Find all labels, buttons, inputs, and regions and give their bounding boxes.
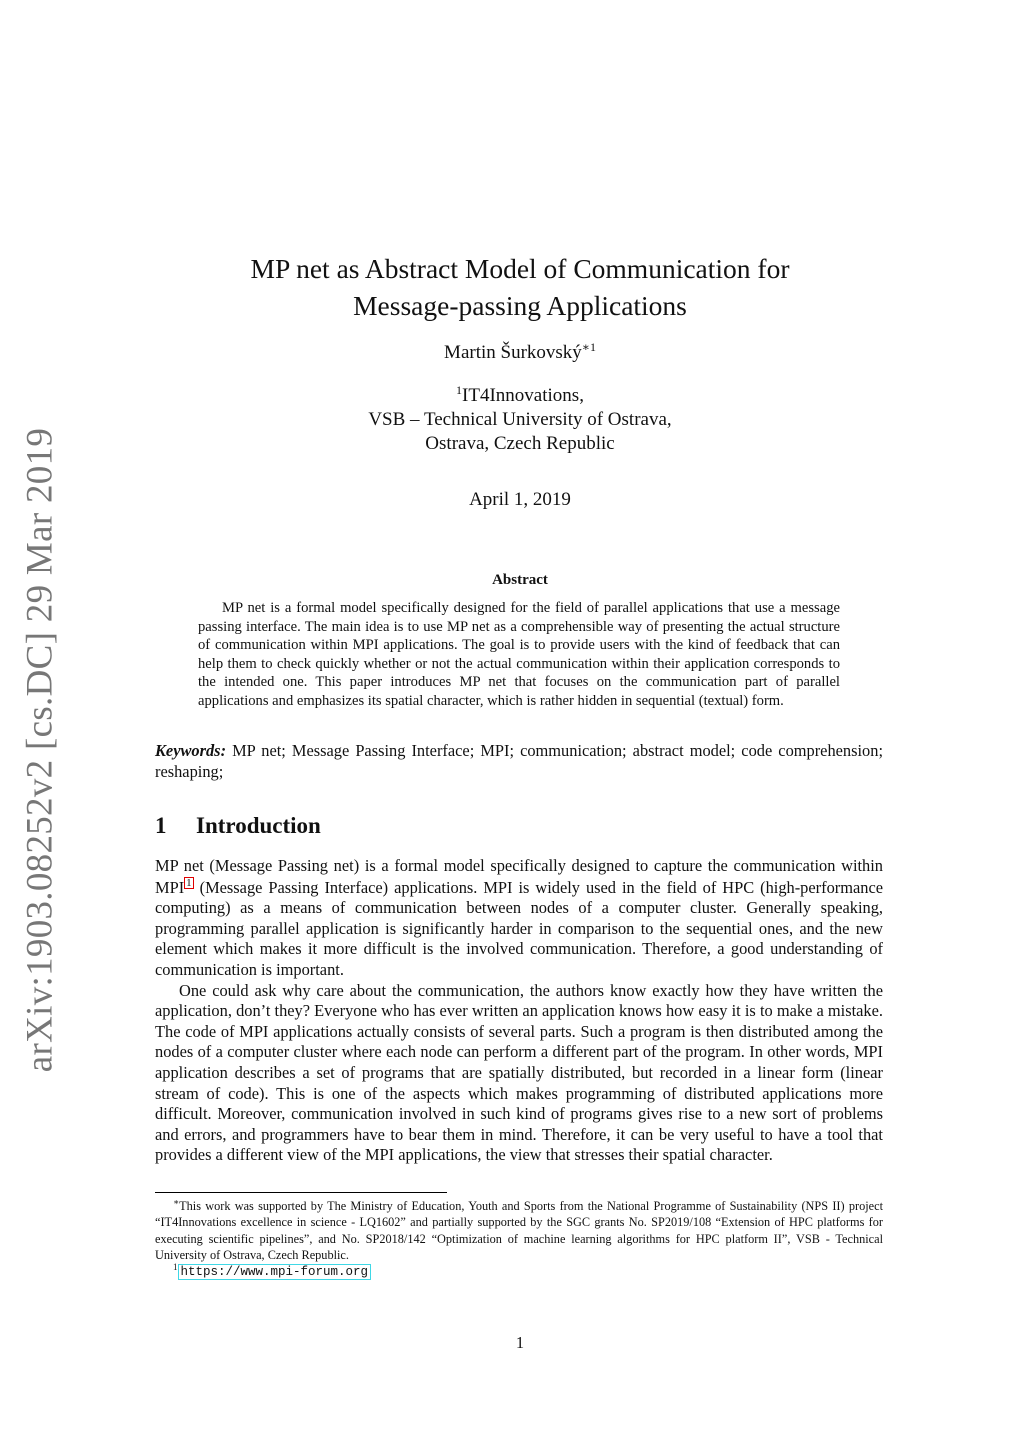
section-title: Introduction bbox=[196, 813, 321, 838]
keywords-paragraph bbox=[155, 741, 883, 782]
paper-title-line-1: MP net as Abstract Model of Communication for bbox=[250, 253, 790, 284]
footnote-mpi-mark: 1 bbox=[173, 1262, 178, 1273]
footnote-funding-mark: ∗ bbox=[173, 1197, 180, 1207]
mpi-forum-link[interactable]: https://www.mpi-forum.org bbox=[178, 1264, 372, 1280]
arxiv-identifier-text: arXiv:1903.08252v2 [cs.DC] 29 Mar 2019 bbox=[19, 427, 61, 1073]
abstract-heading: Abstract bbox=[492, 572, 548, 588]
abstract-text: MP net is a formal model specifically designed for the field of parallel applications that use a message passing interface. The main idea is to use MP net as a comprehensible way of presenting the actual structure of communication within MPI applications. The goal is to provide users with the kind of feedback that can help them to check quickly whether or not the actual communication within their application corresponds to the intended one. This paper introduces MP net that focuses on the communication part of parallel applications and emphasizes its spatial character, which is rather hidden in sequential (textual) form. bbox=[198, 600, 840, 709]
affiliation-line-3: Ostrava, Czech Republic bbox=[425, 433, 615, 454]
intro-paragraph-1-rest: (Message Passing Interface) applications. MPI is widely used in the field of HPC (high-performance computing) as a means of communication between nodes of a computer cluster. Generally speaking, programming parallel application is significantly harder in comparison to the sequential ones, and the new element which makes it more difficult is the involved communication. Therefore, a good understanding of communication is important. bbox=[155, 877, 883, 979]
paper-date: April 1, 2019 bbox=[469, 489, 571, 510]
footnote-divider bbox=[155, 1192, 447, 1193]
footnote-funding bbox=[155, 1198, 883, 1263]
author-marks: ∗1 bbox=[581, 340, 596, 354]
keywords-label: Keywords: bbox=[155, 741, 227, 760]
footnotes-block bbox=[155, 1198, 883, 1280]
author-name: Martin Šurkovský bbox=[444, 342, 582, 363]
affiliation-line-1 bbox=[180, 384, 860, 408]
affiliation-line-1-text: IT4Innovations, bbox=[462, 385, 584, 406]
paper-title bbox=[180, 250, 860, 324]
intro-paragraph-1 bbox=[155, 856, 883, 981]
page-number: 1 bbox=[515, 1333, 525, 1352]
footnote-1-reference-link[interactable]: 1 bbox=[186, 876, 192, 889]
footnote-funding-text: This work was supported by The Ministry of Education, Youth and Sports from the National Programme of Sustainability (NPS II) project “IT4Innovations excellence in science - LQ1602” and partially supported by the SGC grants No. SP2019/108 “Extension of HPC platforms for executing scientific pipelines”, and No. SP2018/142 “Optimization of machine learning algorithms for HPC platform II”, VSB - Technical University of Ostrava, Czech Republic. bbox=[155, 1199, 883, 1262]
section-heading-introduction bbox=[155, 813, 321, 839]
paper-title-line-2: Message-passing Applications bbox=[353, 290, 687, 321]
introduction-body bbox=[155, 856, 883, 1166]
affiliation-mark: 1 bbox=[456, 383, 463, 397]
intro-paragraph-1-start: MP net (Message Passing net) is a formal model specifically designed to capture the communication within MPI bbox=[155, 856, 883, 897]
author-line bbox=[180, 342, 860, 364]
affiliation-block bbox=[180, 384, 860, 456]
affiliation-line-2: VSB – Technical University of Ostrava, bbox=[368, 409, 672, 430]
keywords-text: MP net; Message Passing Interface; MPI; communication; abstract model; code comprehension; reshaping; bbox=[155, 741, 883, 781]
intro-paragraph-2: One could ask why care about the communication, the authors know exactly how they have written the application, don’t they? Everyone who has ever written an application knows how easy it is to make a mistake. The code of MPI applications actually consists of several parts. Such a program is then distributed among the nodes of a computer cluster where each node can perform a different part of the program. In other words, MPI application describes a set of programs that are spatially distributed, but recorded in a linear form (linear stream of code). This is one of the aspects which makes programming of distributed applications more difficult. Moreover, communication involved in such kind of programs gives rise to a new sort of problems and errors, and programmers have to bear them in mind. Therefore, it can be very useful to have a tool that provides a different view of the MPI applications, the view that stresses their spatial character. bbox=[155, 980, 883, 1165]
section-number: 1 bbox=[155, 813, 167, 838]
footnote-mpi-forum bbox=[155, 1263, 883, 1280]
